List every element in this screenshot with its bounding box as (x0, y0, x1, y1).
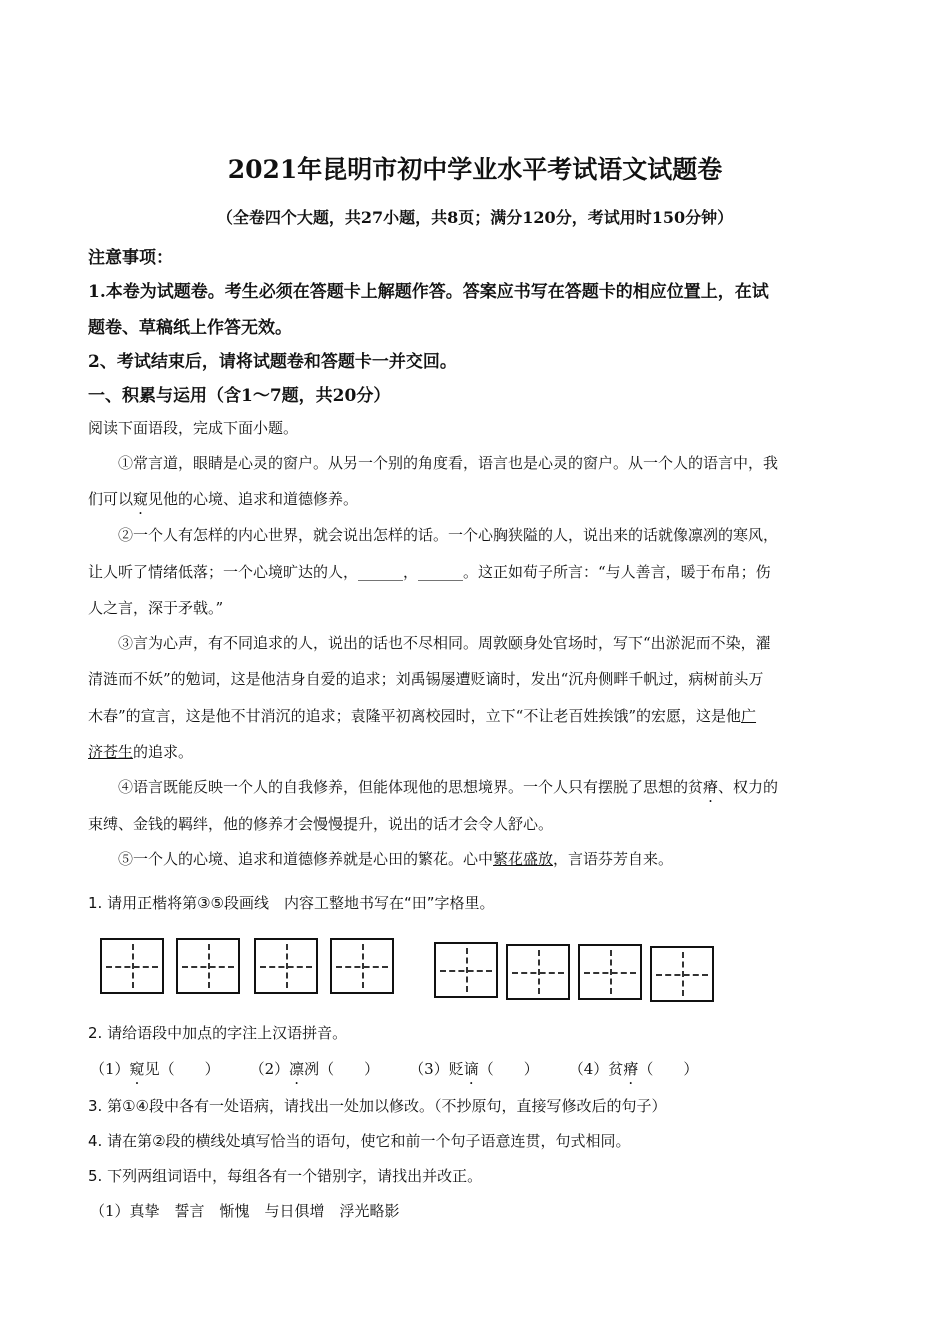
tian-grid-cell[interactable] (506, 944, 570, 1000)
question-4: 4. 请在第②段的横线处填写恰当的语句，使它和前一个句子语意连贯，句式相同。 (88, 1132, 631, 1150)
paragraph-3-line-4: 济苍生的追求。 (88, 743, 194, 761)
option-3: （3）贬谪（ ） (409, 1060, 539, 1078)
tian-grid-cell[interactable] (330, 938, 394, 994)
paragraph-3-line-3: 木春”的宣言，这是他不甘消沉的追求；袁隆平初离校园时，立下“不让老百姓挨饿”的宏愿，这是他广 (88, 707, 757, 725)
dotted-char: 瘠 (703, 778, 719, 796)
paragraph-4-line-2: 束缚、金钱的羁绊，他的修养才会慢慢提升，说出的话才会令人舒心。 (88, 815, 554, 833)
paragraph-2-line-3: 人之言，深于矛戟。” (88, 599, 224, 617)
section-1-heading: 一、积累与运用（含1～7题，共20分） (88, 386, 391, 406)
question-2: 2. 请给语段中加点的字注上汉语拼音。 (88, 1024, 348, 1042)
question-5-group-1: （1）真挚 誓言 惭愧 与日俱增 浮光略影 (90, 1202, 400, 1220)
paragraph-3-line-1: ③言为心声，有不同追求的人，说出的话也不尽相同。周敦颐身处官场时，写下“出淤泥而不染，濯 (118, 634, 771, 652)
paragraph-1-line-1: ①常言道，眼睛是心灵的窗户。从另一个别的角度看，语言也是心灵的窗户。从一个人的语言中，我 (118, 454, 779, 472)
question-3: 3. 第①④段中各有一处语病，请找出一处加以修改。（不抄原句，直接写修改后的句子） (88, 1097, 667, 1115)
underlined-text: 广 (741, 707, 757, 725)
notice-item-2: 2、考试结束后，请将试题卷和答题卡一并交回。 (88, 352, 457, 372)
paragraph-2-line-2: 让人听了情绪低落；一个心境旷达的人，______，______。这正如荀子所言：“与人善言，暖于布帛；伤 (88, 563, 771, 581)
underlined-text: 济苍生 (88, 743, 134, 761)
tian-grid-cell[interactable] (434, 942, 498, 998)
reading-intro: 阅读下面语段，完成下面小题。 (88, 419, 299, 437)
tian-grid-cell[interactable] (650, 946, 714, 1002)
underlined-text: 繁花盛放 (493, 850, 554, 868)
tian-grid-cell[interactable] (100, 938, 164, 994)
dotted-char: 窥 (133, 490, 149, 508)
page-title: 2021年昆明市初中学业水平考试语文试题卷 (227, 155, 723, 184)
tian-grid-cell[interactable] (176, 938, 240, 994)
notice-heading: 注意事项： (88, 248, 173, 268)
paragraph-5: ⑤一个人的心境、追求和道德修养就是心田的繁花。心中繁花盛放，言语芬芳自来。 (118, 850, 674, 868)
tian-grid-cell[interactable] (254, 938, 318, 994)
tian-grid-cell[interactable] (578, 944, 642, 1000)
tian-grid-row[interactable] (96, 938, 716, 1008)
option-2: （2）凛冽（ ） (249, 1060, 380, 1078)
notice-item-1-line-2: 题卷、草稿纸上作答无效。 (88, 318, 292, 338)
paragraph-2-line-1: ②一个人有怎样的内心世界，就会说出怎样的话。一个心胸狭隘的人，说出来的话就像凛冽的寒风， (118, 526, 779, 544)
option-4: （4）贫瘠（ ） (568, 1060, 699, 1078)
paragraph-1-line-2: 们可以窥见他的心境、追求和道德修养。 (88, 490, 359, 508)
question-1: 1. 请用正楷将第③⑤段画线 内容工整地书写在“田”字格里。 (88, 894, 495, 912)
notice-item-1-line-1: 1.本卷为试题卷。考生必须在答题卡上解题作答。答案应书写在答题卡的相应位置上，在试 (88, 282, 769, 302)
exam-info: （全卷四个大题，共27小题，共8页；满分120分，考试用时150分钟） (216, 208, 734, 227)
option-1: （1）窥见（ ） (90, 1060, 220, 1078)
question-5: 5. 下列两组词语中，每组各有一个错别字，请找出并改正。 (88, 1167, 483, 1185)
question-2-options (90, 1058, 698, 1079)
paragraph-4-line-1: ④语言既能反映一个人的自我修养，但能体现他的思想境界。一个人只有摆脱了思想的贫瘠、权力的 (118, 778, 779, 796)
paragraph-3-line-2: 清涟而不妖”的勉词，这是他洁身自爱的追求；刘禹锡屡遭贬谪时，发出“沉舟侧畔千帆过，病树前头万 (88, 670, 764, 688)
